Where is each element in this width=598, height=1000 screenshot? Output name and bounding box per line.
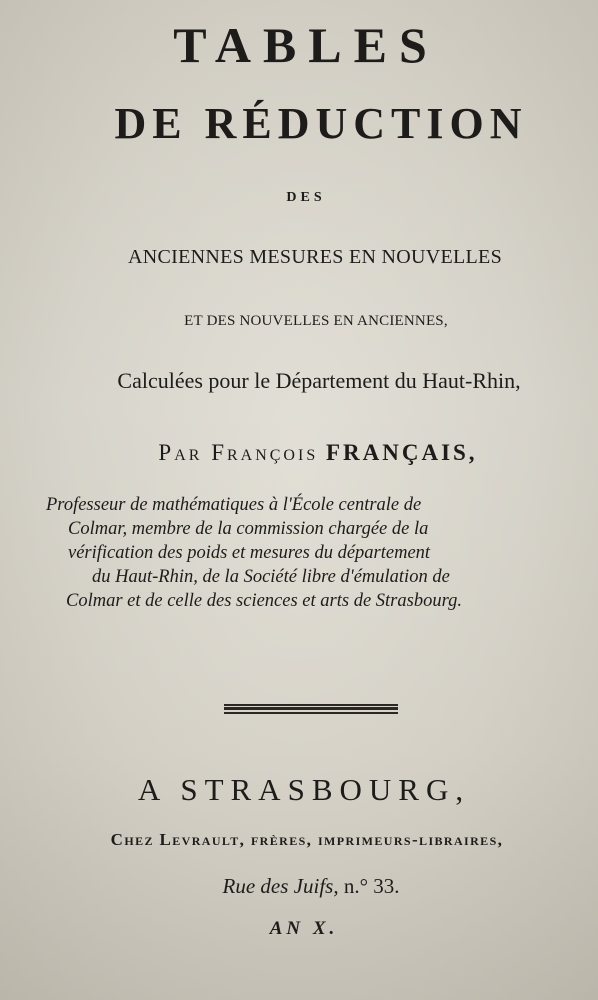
imprint-number: n.° 33. [343, 874, 400, 898]
affiliation-line: Colmar et de celle des sciences et arts de Strasbourg. [66, 591, 462, 611]
author-surname: FRANÇAIS, [325, 440, 478, 465]
ornamental-rule [224, 704, 398, 714]
imprint-street: Rue des Juifs, [222, 874, 339, 898]
imprint-year: AN X. [269, 918, 339, 939]
subtitle-des: DES [286, 190, 326, 205]
main-title: TABLES [173, 17, 439, 73]
author-line [0, 440, 598, 466]
affiliation-line: Colmar, membre de la commission chargée de la [68, 519, 429, 539]
subtitle-calculees: Calculées pour le Département du Haut-Rhin, [117, 368, 521, 393]
imprint-address [0, 874, 598, 899]
author-affiliation [46, 493, 582, 613]
imprint-publisher: Chez Levrault, frères, imprimeurs-libraires, [110, 830, 504, 849]
affiliation-line: Professeur de mathématiques à l'École centrale de [46, 495, 422, 515]
subtitle-nouvelles: ET DES NOUVELLES EN ANCIENNES, [184, 313, 448, 329]
subtitle-anciennes: ANCIENNES MESURES EN NOUVELLES [128, 246, 502, 268]
subtitle-reduction: DE RÉDUCTION [114, 99, 528, 148]
affiliation-line: vérification des poids et mesures du département [68, 543, 431, 563]
author-prefix: Par François [158, 440, 319, 465]
affiliation-line: du Haut-Rhin, de la Société libre d'émulation de [92, 567, 450, 587]
imprint-city: A STRASBOURG, [137, 772, 471, 807]
